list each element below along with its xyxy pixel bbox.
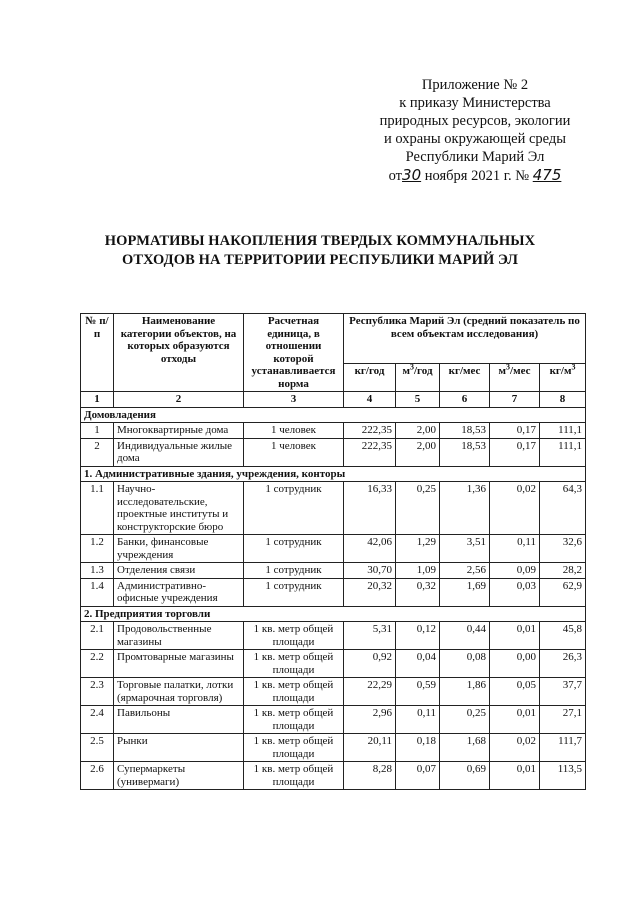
row-kg-year: 16,33: [344, 482, 396, 535]
section-title: 2. Предприятия торговли: [81, 606, 586, 622]
row-name: Рынки: [114, 734, 244, 762]
header-kg-month: кг/мес: [440, 364, 490, 392]
column-number: 5: [396, 392, 440, 408]
row-kg-month: 0,25: [440, 706, 490, 734]
row-name: Торговые палатки, лотки (ярмарочная торговля): [114, 678, 244, 706]
appendix-line: Приложение № 2: [421, 77, 529, 93]
row-kg-m3: 27,1: [540, 706, 586, 734]
row-m3-month: 0,01: [490, 762, 540, 790]
row-m3-year: 0,11: [396, 706, 440, 734]
row-m3-month: 0,11: [490, 535, 540, 563]
column-number: 7: [490, 392, 540, 408]
row-kg-m3: 37,7: [540, 678, 586, 706]
row-kg-month: 2,56: [440, 563, 490, 579]
row-num: 2.3: [81, 678, 114, 706]
header-row: [81, 314, 586, 364]
row-unit: 1 кв. метр общей площади: [244, 734, 344, 762]
table-row: [81, 622, 586, 650]
m3-month-base: м: [498, 365, 507, 378]
row-num: 1.1: [81, 482, 114, 535]
table-row: [81, 578, 586, 606]
row-name: Продовольственные магазины: [114, 622, 244, 650]
date-prefix: от: [388, 168, 403, 184]
row-kg-m3: 28,2: [540, 563, 586, 579]
row-num: 2.5: [81, 734, 114, 762]
section-title: 1. Административные здания, учреждения, конторы: [81, 466, 586, 482]
row-kg-m3: 45,8: [540, 622, 586, 650]
row-unit: 1 сотрудник: [244, 578, 344, 606]
table-row: [81, 535, 586, 563]
row-num: 2.2: [81, 650, 114, 678]
handwritten-order-number: 475: [532, 166, 562, 184]
row-m3-year: 0,07: [396, 762, 440, 790]
document-title: [40, 232, 600, 270]
row-kg-year: 22,29: [344, 678, 396, 706]
row-m3-year: 0,12: [396, 622, 440, 650]
m3-month-cube: 3: [506, 362, 511, 372]
row-kg-year: 0,92: [344, 650, 396, 678]
m3-year-cube: 3: [409, 362, 414, 372]
column-number: 4: [344, 392, 396, 408]
row-m3-month: 0,01: [490, 622, 540, 650]
header-kg-year: кг/год: [344, 364, 396, 392]
row-name: Многоквартирные дома: [114, 423, 244, 439]
row-kg-m3: 111,1: [540, 438, 586, 466]
row-unit: 1 кв. метр общей площади: [244, 622, 344, 650]
row-m3-year: 0,25: [396, 482, 440, 535]
row-kg-month: 0,08: [440, 650, 490, 678]
row-m3-month: 0,05: [490, 678, 540, 706]
row-num: 2: [81, 438, 114, 466]
row-m3-year: 0,18: [396, 734, 440, 762]
table-row: [81, 563, 586, 579]
row-num: 1.3: [81, 563, 114, 579]
row-num: 2.4: [81, 706, 114, 734]
row-kg-m3: 32,6: [540, 535, 586, 563]
row-kg-year: 222,35: [344, 423, 396, 439]
row-kg-m3: 113,5: [540, 762, 586, 790]
column-number-row: [81, 392, 586, 408]
column-number: 3: [244, 392, 344, 408]
row-kg-m3: 64,3: [540, 482, 586, 535]
row-unit: 1 кв. метр общей площади: [244, 706, 344, 734]
header-num: № п/п: [81, 314, 114, 392]
row-m3-year: 0,04: [396, 650, 440, 678]
appendix-line: и охраны окружающей среды: [383, 131, 567, 147]
row-unit: 1 человек: [244, 423, 344, 439]
table-row: [81, 482, 586, 535]
row-unit: 1 кв. метр общей площади: [244, 762, 344, 790]
header-unit: Расчетная единица, в отношении которой устанавливается норма: [244, 314, 344, 392]
row-unit: 1 сотрудник: [244, 563, 344, 579]
row-kg-year: 20,11: [344, 734, 396, 762]
header-name: Наименование категории объектов, на которых образуются отходы: [114, 314, 244, 392]
row-m3-year: 0,32: [396, 578, 440, 606]
row-m3-month: 0,17: [490, 438, 540, 466]
section-row: [81, 466, 586, 482]
row-kg-year: 5,31: [344, 622, 396, 650]
row-m3-year: 1,09: [396, 563, 440, 579]
row-name: Супермаркеты (универмаги): [114, 762, 244, 790]
row-name: Промтоварные магазины: [114, 650, 244, 678]
row-kg-year: 20,32: [344, 578, 396, 606]
row-m3-month: 0,00: [490, 650, 540, 678]
kg-m3-cube: 3: [571, 362, 576, 372]
m3-year-suffix: /год: [413, 365, 433, 378]
table-row: [81, 438, 586, 466]
table-row: [81, 678, 586, 706]
row-num: 2.1: [81, 622, 114, 650]
order-date-line: [360, 166, 590, 185]
section-title: Домовладения: [81, 407, 586, 423]
table-row: [81, 650, 586, 678]
row-m3-year: 2,00: [396, 423, 440, 439]
row-m3-month: 0,02: [490, 734, 540, 762]
row-num: 1.2: [81, 535, 114, 563]
m3-year-base: м: [402, 365, 410, 378]
row-num: 2.6: [81, 762, 114, 790]
section-row: [81, 606, 586, 622]
table-row: [81, 762, 586, 790]
row-kg-month: 1,69: [440, 578, 490, 606]
row-kg-month: 0,44: [440, 622, 490, 650]
row-num: 1: [81, 423, 114, 439]
column-number: 6: [440, 392, 490, 408]
row-kg-m3: 111,1: [540, 423, 586, 439]
title-line-1: НОРМАТИВЫ НАКОПЛЕНИЯ ТВЕРДЫХ КОММУНАЛЬНЫХ: [104, 233, 536, 249]
row-unit: 1 человек: [244, 438, 344, 466]
row-name: Индивидуальные жилые дома: [114, 438, 244, 466]
row-kg-month: 18,53: [440, 438, 490, 466]
row-kg-month: 18,53: [440, 423, 490, 439]
row-m3-month: 0,01: [490, 706, 540, 734]
header-kg-m3: [540, 364, 586, 392]
row-kg-m3: 111,7: [540, 734, 586, 762]
appendix-line: Республики Марий Эл: [405, 149, 545, 165]
row-kg-year: 42,06: [344, 535, 396, 563]
row-kg-year: 30,70: [344, 563, 396, 579]
row-kg-month: 1,86: [440, 678, 490, 706]
appendix-line: к приказу Министерства: [399, 95, 551, 111]
row-m3-month: 0,09: [490, 563, 540, 579]
row-unit: 1 сотрудник: [244, 535, 344, 563]
row-kg-month: 1,68: [440, 734, 490, 762]
row-kg-month: 1,36: [440, 482, 490, 535]
table-row: [81, 706, 586, 734]
table-row: [81, 423, 586, 439]
row-name: Отделения связи: [114, 563, 244, 579]
m3-month-suffix: /мес: [510, 365, 531, 378]
row-kg-m3: 62,9: [540, 578, 586, 606]
row-num: 1.4: [81, 578, 114, 606]
row-unit: 1 кв. метр общей площади: [244, 650, 344, 678]
row-m3-year: 0,59: [396, 678, 440, 706]
row-unit: 1 сотрудник: [244, 482, 344, 535]
section-row: [81, 407, 586, 423]
row-kg-m3: 26,3: [540, 650, 586, 678]
column-number: 1: [81, 392, 114, 408]
row-m3-month: 0,03: [490, 578, 540, 606]
appendix-header: [360, 76, 590, 185]
header-region: Республика Марий Эл (средний показатель по всем объектам исследования): [344, 314, 586, 364]
row-name: Банки, финансовые учреждения: [114, 535, 244, 563]
row-name: Павильоны: [114, 706, 244, 734]
row-kg-year: 8,28: [344, 762, 396, 790]
norms-body: [81, 407, 586, 790]
row-kg-month: 0,69: [440, 762, 490, 790]
appendix-line: природных ресурсов, экологии: [379, 113, 571, 129]
header-m3-year: [396, 364, 440, 392]
header-m3-month: [490, 364, 540, 392]
row-m3-year: 1,29: [396, 535, 440, 563]
kg-m3-base: кг/м: [549, 365, 572, 378]
row-name: Научно-исследовательские, проектные институты и конструкторские бюро: [114, 482, 244, 535]
row-kg-year: 222,35: [344, 438, 396, 466]
column-number: 2: [114, 392, 244, 408]
norms-table: [80, 313, 586, 790]
date-middle: ноября 2021 г. №: [424, 168, 530, 184]
row-m3-month: 0,17: [490, 423, 540, 439]
row-kg-month: 3,51: [440, 535, 490, 563]
handwritten-day: 30: [402, 166, 422, 184]
row-kg-year: 2,96: [344, 706, 396, 734]
row-unit: 1 кв. метр общей площади: [244, 678, 344, 706]
title-line-2: ОТХОДОВ НА ТЕРРИТОРИИ РЕСПУБЛИКИ МАРИЙ ЭЛ: [122, 252, 518, 268]
row-m3-month: 0,02: [490, 482, 540, 535]
column-number: 8: [540, 392, 586, 408]
row-name: Административно-офисные учреждения: [114, 578, 244, 606]
table-row: [81, 734, 586, 762]
row-m3-year: 2,00: [396, 438, 440, 466]
